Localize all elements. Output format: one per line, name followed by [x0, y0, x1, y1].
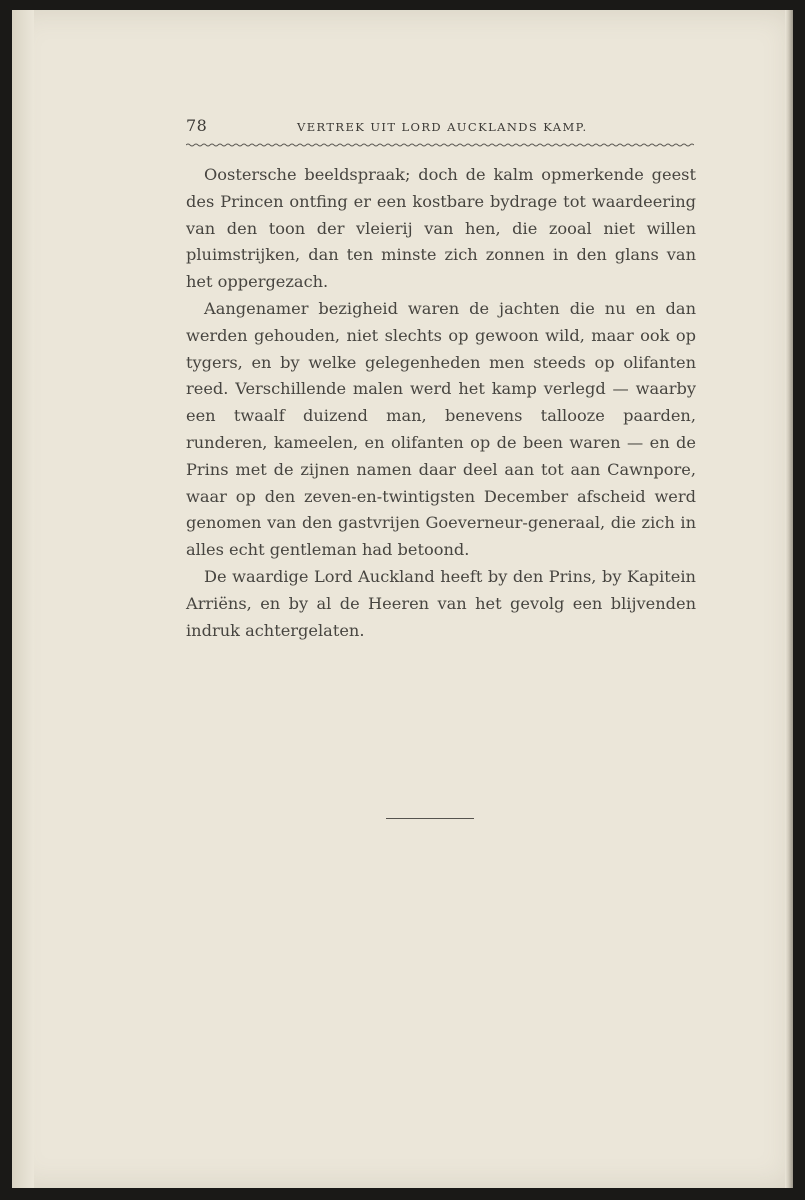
page-number: 78: [186, 116, 208, 135]
body-text: [186, 162, 696, 644]
running-header: [186, 116, 694, 138]
paragraph: De waardige Lord Auckland heeft by den Prins, by Kapitein Arriëns, en by al de Heeren van het gevolg een blijvenden indruk achtergelaten.: [186, 566, 696, 640]
page-gutter-shadow: [12, 10, 34, 1188]
page-edge-shadow: [785, 10, 793, 1188]
header-title: VERTREK UIT LORD AUCKLANDS KAMP.: [297, 120, 588, 134]
section-end-rule: [386, 818, 474, 819]
paragraph: Oostersche beeldspraak; doch de kalm opmerkende geest des Princen ontfing er een kostbare bydrage tot waardeering van den toon der vleierij van hen, die zooal niet willen pluimstrijken, dan ten minste zich zonnen in den glans van het oppergezach.: [186, 165, 696, 292]
decorative-wavy-rule: [186, 142, 694, 148]
paragraph: Aangenamer bezigheid waren de jachten die nu en dan werden gehouden, niet slechts op gewoon wild, maar ook op tygers, en by welke gelegenheden men steeds op olifanten reed. Verschillende malen werd het kamp verlegd — waarby een twaalf duizend man, benevens tallooze paarden, runderen, kameelen, en olifanten op de been waren — en de Prins met de zijnen namen daar deel aan tot aan Cawnpore, waar op den zeven-en-twintigsten December afscheid werd genomen van den gastvrijen Goeverneur-generaal, die zich in alles echt gentleman had betoond.: [186, 298, 696, 560]
